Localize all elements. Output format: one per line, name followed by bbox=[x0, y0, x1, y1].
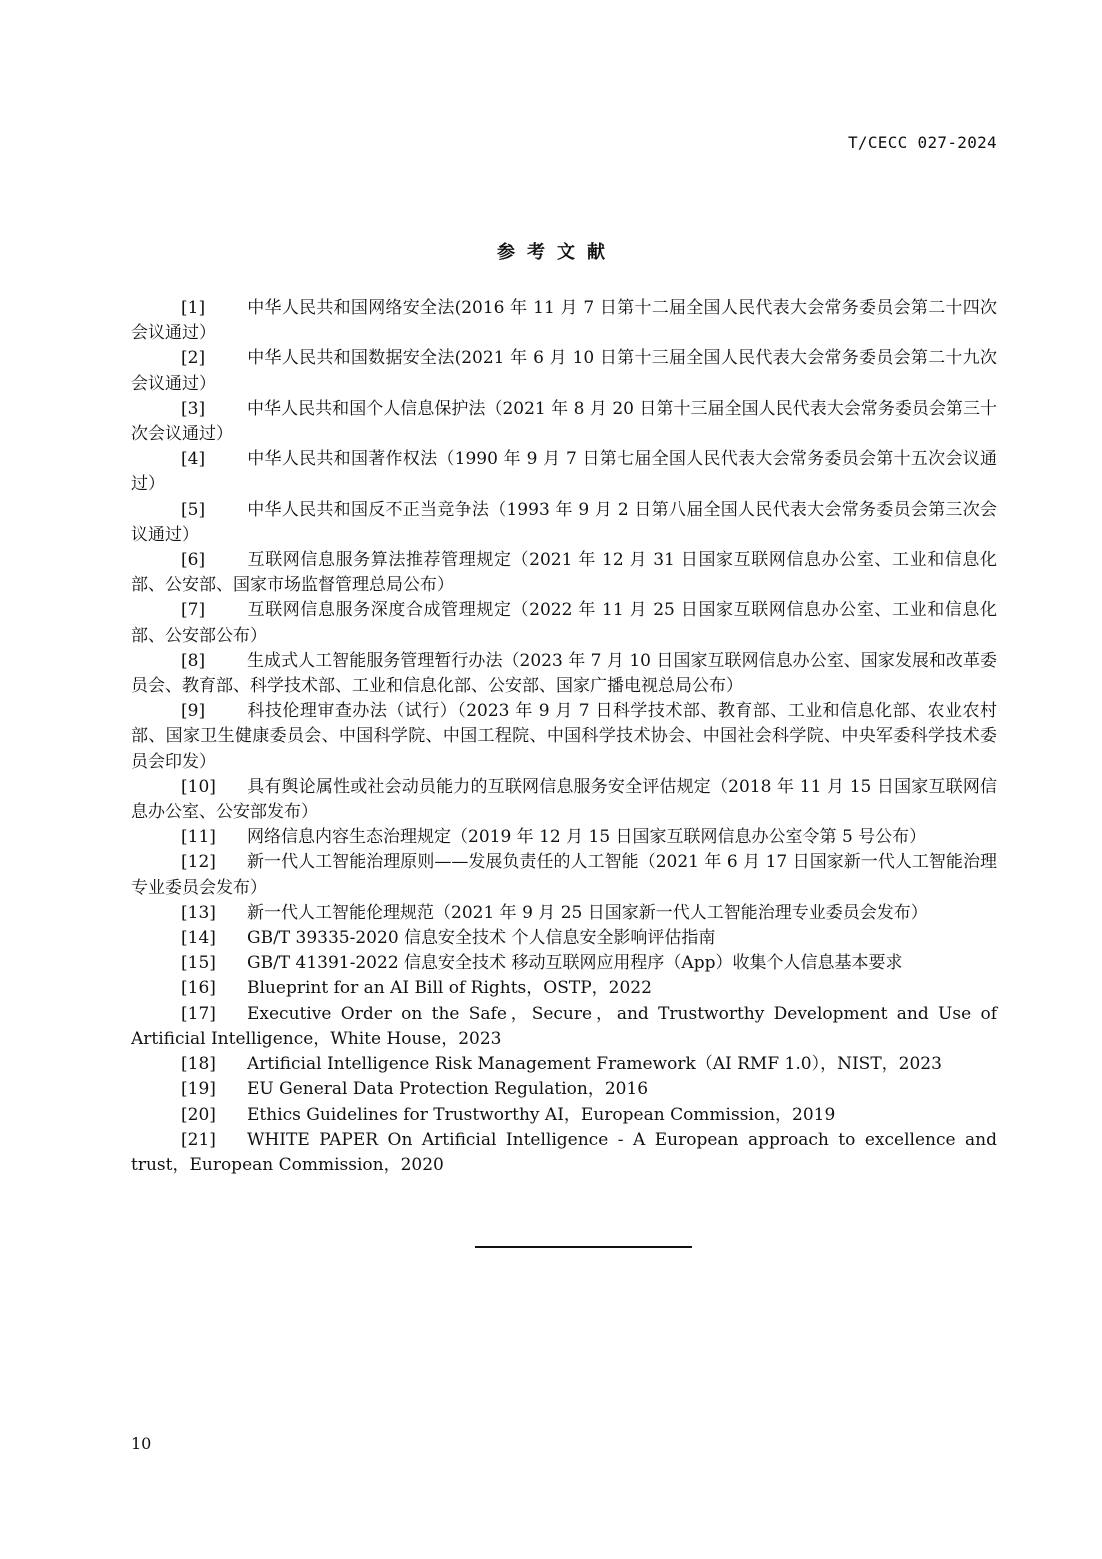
reference-number: [3] bbox=[181, 398, 206, 419]
reference-number: [20] bbox=[181, 1104, 216, 1125]
reference-number: [12] bbox=[181, 852, 216, 873]
reference-number: [7] bbox=[181, 600, 206, 621]
reference-item bbox=[131, 976, 997, 1001]
reference-text: 具有舆论属性或社会动员能力的互联网信息服务安全评估规定（2018 年 11 月 15 日国家互联网信息办公室、公安部发布） bbox=[131, 776, 997, 823]
reference-text: 互联网信息服务算法推荐管理规定（2021 年 12 月 31 日国家互联网信息办公室、工业和信息化部、公安部、国家市场监督管理总局公布） bbox=[131, 550, 997, 596]
reference-text: 生成式人工智能服务管理暂行办法（2023 年 7 月 10 日国家互联网信息办公室、国家发展和改革委员会、教育部、科学技术部、工业和信息化部、公安部、国家广播电视总局公布） bbox=[131, 650, 997, 697]
reference-number: [21] bbox=[181, 1129, 216, 1150]
reference-item bbox=[131, 1077, 997, 1102]
reference-text: 科技伦理审查办法（试行）（2023 年 9 月 7 日科学技术部、教育部、工业和信息化部、农业农村部、国家卫生健康委员会、中国科学院、中国工程院、中国科学技术协会、中国社会科学院、中央军委科学技术委员会印发） bbox=[131, 701, 997, 772]
reference-number: [11] bbox=[181, 827, 216, 848]
reference-text: Ethics Guidelines for Trustworthy AI，European Commission，2019 bbox=[247, 1104, 836, 1125]
document-code: T/CECC 027-2024 bbox=[848, 133, 997, 152]
reference-number: [17] bbox=[181, 1003, 216, 1024]
reference-item bbox=[131, 825, 997, 850]
reference-item bbox=[131, 346, 997, 396]
reference-text: GB/T 41391-2022 信息安全技术 移动互联网应用程序（App）收集个人信息基本要求 bbox=[247, 953, 903, 974]
reference-number: [4] bbox=[181, 449, 206, 470]
reference-item bbox=[131, 1002, 997, 1052]
reference-item bbox=[131, 447, 997, 497]
reference-number: [10] bbox=[181, 776, 216, 797]
reference-number: [14] bbox=[181, 928, 216, 949]
page-number: 10 bbox=[131, 1434, 152, 1453]
reference-text: Artificial Intelligence Risk Management Framework（AI RMF 1.0），NIST，2023 bbox=[247, 1054, 942, 1075]
reference-text: 互联网信息服务深度合成管理规定（2022 年 11 月 25 日国家互联网信息办公室、工业和信息化部、公安部公布） bbox=[131, 600, 997, 646]
reference-text: 网络信息内容生态治理规定（2019 年 12 月 15 日国家互联网信息办公室令第 5 号公布） bbox=[247, 827, 927, 848]
reference-text: EU General Data Protection Regulation，2016 bbox=[247, 1079, 649, 1100]
reference-item bbox=[131, 548, 997, 598]
reference-number: [5] bbox=[181, 499, 206, 520]
reference-number: [9] bbox=[181, 701, 206, 722]
reference-item bbox=[131, 1052, 997, 1077]
reference-text: GB/T 39335-2020 信息安全技术 个人信息安全影响评估指南 bbox=[247, 928, 716, 949]
reference-item bbox=[131, 775, 997, 825]
reference-number: [18] bbox=[181, 1054, 216, 1075]
reference-text: 新一代人工智能治理原则——发展负责任的人工智能（2021 年 6 月 17 日国家新一代人工智能治理专业委员会发布） bbox=[131, 852, 997, 898]
reference-item bbox=[131, 699, 997, 775]
reference-number: [8] bbox=[181, 650, 206, 671]
reference-number: [6] bbox=[181, 550, 206, 571]
reference-text: WHITE PAPER On Artificial Intelligence - A European approach to excellence and trust，European Commission，2020 bbox=[131, 1129, 997, 1175]
reference-text: 中华人民共和国个人信息保护法（2021 年 8 月 20 日第十三届全国人民代表大会常务委员会第三十次会议通过） bbox=[131, 398, 997, 445]
reference-text: 中华人民共和国著作权法（1990 年 9 月 7 日第七届全国人民代表大会常务委员会第十五次会议通过） bbox=[131, 449, 997, 495]
reference-number: [19] bbox=[181, 1079, 216, 1100]
reference-number: [13] bbox=[181, 902, 216, 923]
reference-item bbox=[131, 951, 997, 976]
reference-item bbox=[131, 598, 997, 648]
end-divider bbox=[475, 1246, 692, 1248]
reference-text: Executive Order on the Safe，Secure，and Trustworthy Development and Use of Artificial Intelligence，White House，2023 bbox=[131, 1003, 997, 1049]
reference-number: [16] bbox=[181, 978, 216, 999]
reference-item bbox=[131, 850, 997, 900]
section-title: 参考文献 bbox=[497, 242, 617, 263]
reference-item bbox=[131, 901, 997, 926]
reference-number: [15] bbox=[181, 953, 216, 974]
reference-number: [1] bbox=[181, 298, 206, 318]
reference-number: [2] bbox=[181, 348, 206, 369]
reference-item bbox=[131, 296, 997, 346]
reference-text: Blueprint for an AI Bill of Rights，OSTP，2022 bbox=[247, 978, 652, 999]
reference-text: 新一代人工智能伦理规范（2021 年 9 月 25 日国家新一代人工智能治理专业委员会发布） bbox=[247, 902, 928, 923]
reference-item bbox=[131, 397, 997, 447]
reference-item bbox=[131, 498, 997, 548]
reference-item bbox=[131, 1103, 997, 1128]
reference-text: 中华人民共和国网络安全法(2016 年 11 月 7 日第十二届全国人民代表大会常务委员会第二十四次会议通过） bbox=[131, 298, 997, 344]
reference-text: 中华人民共和国反不正当竞争法（1993 年 9 月 2 日第八届全国人民代表大会常务委员会第三次会议通过） bbox=[131, 499, 997, 545]
reference-list bbox=[131, 296, 997, 1178]
reference-item bbox=[131, 926, 997, 951]
reference-item bbox=[131, 1128, 997, 1178]
reference-item bbox=[131, 649, 997, 699]
reference-text: 中华人民共和国数据安全法(2021 年 6 月 10 日第十三届全国人民代表大会常务委员会第二十九次会议通过） bbox=[131, 348, 997, 394]
